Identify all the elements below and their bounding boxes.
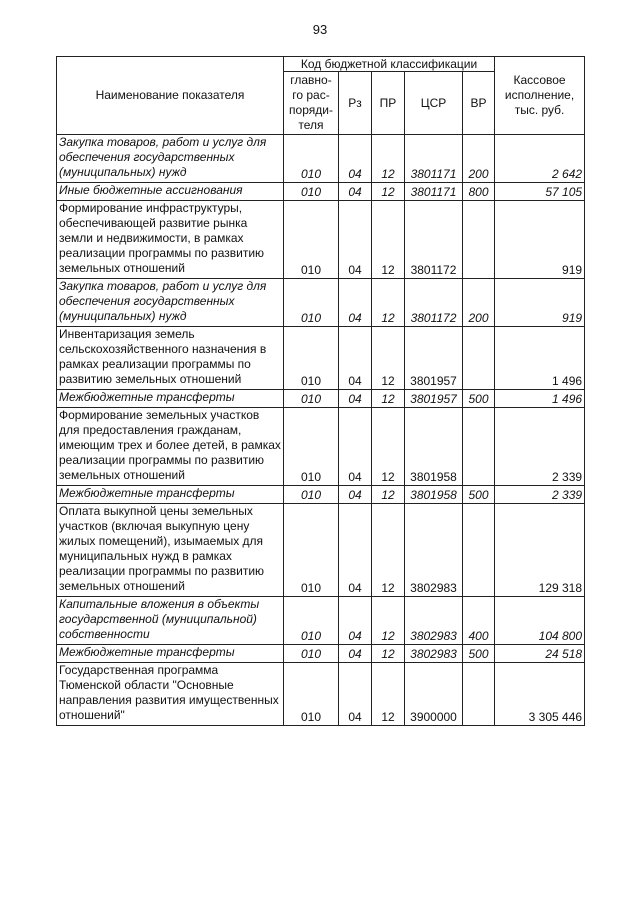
row-csr-code: 3802983: [405, 504, 463, 597]
row-csr-code: 3801958: [405, 408, 463, 486]
table-body: [57, 135, 585, 726]
row-glav-code: 010: [284, 183, 339, 201]
row-csr-code: 3801171: [405, 135, 463, 183]
row-pr-code: 12: [372, 135, 405, 183]
row-name: Межбюджетные трансферты: [57, 390, 284, 408]
row-amount: 2 339: [495, 408, 585, 486]
row-name: Инвентаризация земель сельскохозяйственного назначения в рамках реализации программы по развитию земельных отношений: [57, 327, 284, 390]
row-rz-code: 04: [339, 645, 372, 663]
row-name: Межбюджетные трансферты: [57, 645, 284, 663]
row-pr-code: 12: [372, 504, 405, 597]
row-csr-code: 3801171: [405, 183, 463, 201]
header-csr-column: ЦСР: [405, 72, 463, 135]
header-glav-column: главно-го рас-поряди-теля: [284, 72, 339, 135]
header-rz-column: Рз: [339, 72, 372, 135]
row-glav-code: 010: [284, 327, 339, 390]
row-name: Формирование инфраструктуры, обеспечивающей развитие рынка земли и недвижимости, в рамках реализации программы по развитию земельных отношений: [57, 201, 284, 279]
row-pr-code: 12: [372, 183, 405, 201]
table-row: [57, 390, 585, 408]
row-glav-code: 010: [284, 504, 339, 597]
row-pr-code: 12: [372, 597, 405, 645]
row-glav-code: 010: [284, 645, 339, 663]
row-glav-code: 010: [284, 279, 339, 327]
row-amount: 129 318: [495, 504, 585, 597]
row-vr-code: [463, 408, 495, 486]
row-pr-code: 12: [372, 663, 405, 726]
row-rz-code: 04: [339, 597, 372, 645]
row-name: Оплата выкупной цены земельных участков (включая выкупную цену жилых помещений), изымаемых для муниципальных нужд в рамках реализации программы по развитию земельных отношений: [57, 504, 284, 597]
row-rz-code: 04: [339, 183, 372, 201]
row-pr-code: 12: [372, 201, 405, 279]
row-vr-code: [463, 327, 495, 390]
row-rz-code: 04: [339, 390, 372, 408]
row-pr-code: 12: [372, 279, 405, 327]
budget-table: [56, 56, 585, 726]
row-glav-code: 010: [284, 390, 339, 408]
row-glav-code: 010: [284, 486, 339, 504]
row-pr-code: 12: [372, 486, 405, 504]
header-vr-column: ВР: [463, 72, 495, 135]
row-glav-code: 010: [284, 663, 339, 726]
table-row: [57, 408, 585, 486]
row-name: Межбюджетные трансферты: [57, 486, 284, 504]
row-vr-code: [463, 663, 495, 726]
table-row: [57, 663, 585, 726]
table-row: [57, 183, 585, 201]
row-rz-code: 04: [339, 279, 372, 327]
row-csr-code: 3801957: [405, 390, 463, 408]
row-rz-code: 04: [339, 135, 372, 183]
row-amount: 104 800: [495, 597, 585, 645]
row-rz-code: 04: [339, 408, 372, 486]
row-amount: 2 642: [495, 135, 585, 183]
row-rz-code: 04: [339, 201, 372, 279]
header-pr-column: ПР: [372, 72, 405, 135]
row-rz-code: 04: [339, 327, 372, 390]
row-vr-code: [463, 201, 495, 279]
row-name: Иные бюджетные ассигнования: [57, 183, 284, 201]
row-glav-code: 010: [284, 201, 339, 279]
row-amount: 1 496: [495, 327, 585, 390]
row-amount: 3 305 446: [495, 663, 585, 726]
row-rz-code: 04: [339, 486, 372, 504]
row-amount: 2 339: [495, 486, 585, 504]
page-number: 93: [312, 22, 328, 37]
row-name: Капитальные вложения в объекты государственной (муниципальной) собственности: [57, 597, 284, 645]
row-glav-code: 010: [284, 597, 339, 645]
row-pr-code: 12: [372, 327, 405, 390]
row-vr-code: 500: [463, 645, 495, 663]
row-csr-code: 3801172: [405, 279, 463, 327]
row-csr-code: 3801958: [405, 486, 463, 504]
header-amount-column: Кассовое исполнение, тыс. руб.: [495, 57, 585, 135]
row-pr-code: 12: [372, 390, 405, 408]
row-rz-code: 04: [339, 663, 372, 726]
row-csr-code: 3802983: [405, 645, 463, 663]
row-vr-code: 800: [463, 183, 495, 201]
row-vr-code: [463, 504, 495, 597]
row-csr-code: 3801172: [405, 201, 463, 279]
row-glav-code: 010: [284, 408, 339, 486]
row-amount: 919: [495, 279, 585, 327]
row-name: Формирование земельных участков для предоставления гражданам, имеющим трех и более детей, в рамках реализации программы по развитию земельных отношений: [57, 408, 284, 486]
row-csr-code: 3900000: [405, 663, 463, 726]
header-name-column: Наименование показателя: [57, 57, 284, 135]
row-name: Закупка товаров, работ и услуг для обеспечения государственных (муниципальных) нужд: [57, 279, 284, 327]
table-row: [57, 645, 585, 663]
row-pr-code: 12: [372, 408, 405, 486]
row-vr-code: 500: [463, 486, 495, 504]
row-csr-code: 3802983: [405, 597, 463, 645]
table-row: [57, 504, 585, 597]
row-name: Государственная программа Тюменской области "Основные направления развития имущественных отношений": [57, 663, 284, 726]
row-vr-code: 200: [463, 279, 495, 327]
header-code-group: Код бюджетной классификации: [284, 57, 495, 72]
table-row: [57, 201, 585, 279]
table-row: [57, 135, 585, 183]
table-row: [57, 597, 585, 645]
row-amount: 57 105: [495, 183, 585, 201]
table-row: [57, 279, 585, 327]
row-pr-code: 12: [372, 645, 405, 663]
row-amount: 24 518: [495, 645, 585, 663]
row-vr-code: 400: [463, 597, 495, 645]
row-vr-code: 500: [463, 390, 495, 408]
table-header: [57, 57, 585, 135]
row-vr-code: 200: [463, 135, 495, 183]
row-glav-code: 010: [284, 135, 339, 183]
row-csr-code: 3801957: [405, 327, 463, 390]
table-row: [57, 486, 585, 504]
row-amount: 1 496: [495, 390, 585, 408]
row-rz-code: 04: [339, 504, 372, 597]
table-row: [57, 327, 585, 390]
row-amount: 919: [495, 201, 585, 279]
row-name: Закупка товаров, работ и услуг для обеспечения государственных (муниципальных) нужд: [57, 135, 284, 183]
